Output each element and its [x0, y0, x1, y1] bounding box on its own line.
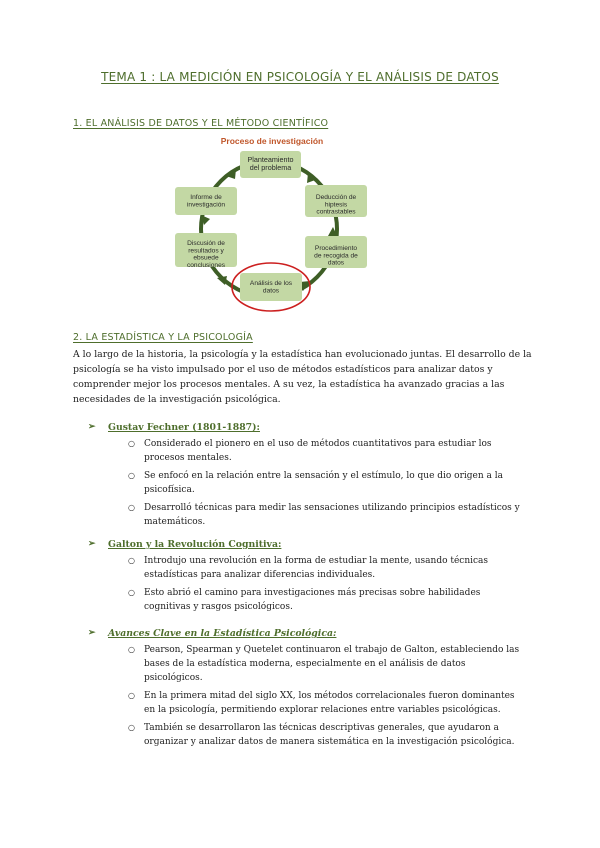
list-item: ○ Se enfocó en la relación entre la sensación y el estímulo, lo que dio origen a la psicofísica. — [128, 471, 503, 495]
subsection-title: Galton y la Revolución Cognitiva: — [108, 539, 282, 550]
subsection-fechner — [88, 420, 538, 533]
step-label: Discusión de resultados y ebsuede conclusiones — [186, 240, 226, 269]
step-label: Deducción de hiptesis contrastables — [315, 194, 357, 216]
list-item: ○ En la primera mitad del siglo XX, los métodos correlacionales fueron dominantes en la psicología, permitiendo explorar relaciones entre variables psicológicas. — [128, 691, 515, 715]
bullet-icon: ○ — [128, 439, 135, 448]
arrow-icon: ➢ — [88, 539, 96, 549]
subsection-heading — [88, 537, 538, 552]
bullet-icon: ○ — [128, 556, 135, 565]
step-label: Informe de investigación — [186, 194, 226, 209]
subsection-heading — [88, 626, 538, 641]
page-title: TEMA 1 : LA MEDICIÓN EN PSICOLOGÍA Y EL ANÁLISIS DE DATOS — [101, 70, 499, 84]
section-heading-2: 2. LA ESTADÍSTICA Y LA PSICOLOGÍA — [73, 332, 253, 343]
list-item: ○ Considerado el pionero en el uso de métodos cuantitativos para estudiar los procesos mentales. — [128, 439, 492, 463]
subsection-galton — [88, 537, 538, 618]
bullet-icon: ○ — [128, 691, 135, 700]
list-item: ○ Introdujo una revolución en la forma de estudiar la mente, usando técnicas estadísticas para analizar diferencias individuales. — [128, 556, 489, 580]
subsection-title: Gustav Fechner (1801-1887): — [108, 422, 260, 433]
list-item: ○ Esto abrió el camino para investigaciones más precisas sobre habilidades cognitivas y rasgos psicológicos. — [128, 588, 481, 612]
bullet-icon: ○ — [128, 723, 135, 732]
section-heading-1: 1. EL ANÁLISIS DE DATOS Y EL MÉTODO CIENTÍFICO — [73, 118, 329, 129]
step-label: Procedimiento de recogida de datos — [314, 245, 358, 267]
step-label: Análisis de los datos — [249, 280, 293, 295]
bullet-icon: ○ — [128, 503, 135, 512]
list-item: ○ Pearson, Spearman y Quetelet continuaron el trabajo de Galton, estableciendo las bases de la estadística moderna, especialmente en el análisis de datos psicológicos. — [128, 645, 520, 683]
subsection-title: Avances Clave en la Estadística Psicológica: — [108, 628, 337, 639]
diagram-title: Proceso de investigación — [220, 136, 324, 146]
bullet-icon: ○ — [128, 471, 135, 480]
arrow-icon: ➢ — [88, 628, 96, 638]
step-label: Planteamiento del problema — [247, 155, 294, 172]
list-item: ○ También se desarrollaron las técnicas descriptivas generales, que ayudaron a organizar y analizar datos de manera sistemática en la investigación psicológica. — [128, 723, 515, 747]
list-item: ○ Desarrolló técnicas para medir las sensaciones utilizando principios estadísticos y matemáticos. — [128, 503, 520, 527]
bullet-icon: ○ — [128, 645, 135, 654]
research-process-diagram — [160, 133, 370, 333]
intro-paragraph: A lo largo de la historia, la psicología y la estadística han evolucionado juntas. El desarrollo de la psicología se ha visto impulsado por el uso de métodos estadísticos para analizar datos y comprender mejor los procesos mentales. A su vez, la estadística ha avanzado gracias a las necesidades de la investigación psicológica. — [73, 349, 532, 405]
arrow-icon: ➢ — [88, 422, 96, 432]
bullet-icon: ○ — [128, 588, 135, 597]
subsection-avances — [88, 626, 538, 753]
subsection-heading — [88, 420, 538, 435]
